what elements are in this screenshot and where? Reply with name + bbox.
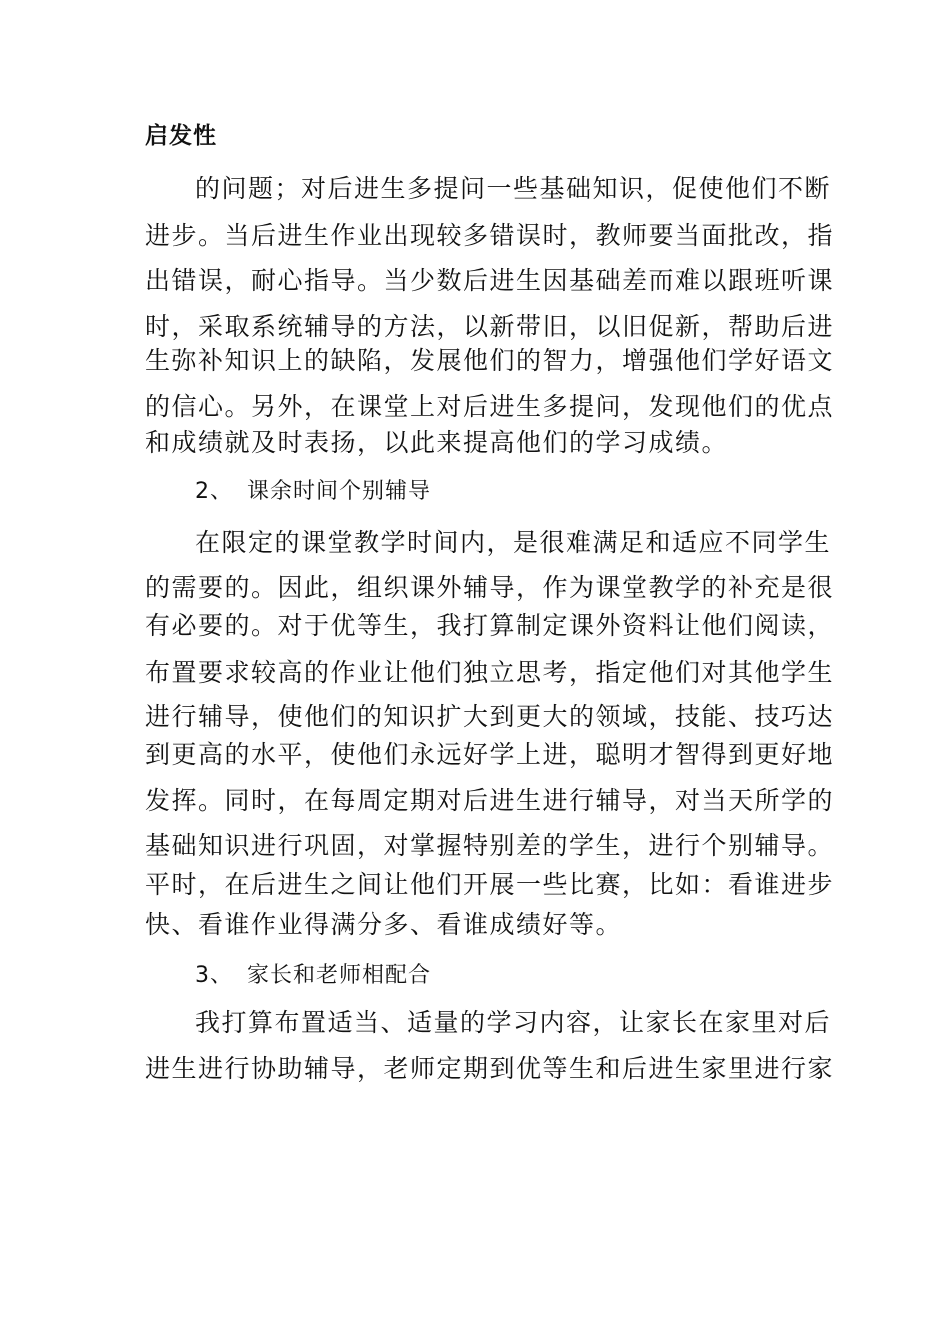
paragraph-1-line: 时，采取系统辅导的方法，以新带旧，以旧促新，帮助后进	[145, 312, 835, 341]
paragraph-2-line: 平时，在后进生之间让他们开展一些比赛，比如：看谁进步	[145, 870, 835, 899]
paragraph-1-line: 进步。当后进生作业出现较多错误时，教师要当面批改，指	[145, 221, 835, 250]
paragraph-3-line: 进生进行协助辅导，老师定期到优等生和后进生家里进行家	[145, 1054, 835, 1083]
paragraph-2-line: 发挥。同时，在每周定期对后进生进行辅导，对当天所学的	[145, 786, 835, 815]
paragraph-1-line: 和成绩就及时表扬，以此来提高他们的学习成绩。	[145, 428, 729, 457]
section-3-title: 家长和老师相配合	[247, 963, 432, 988]
paragraph-2-line: 的需要的。因此，组织课外辅导，作为课堂教学的补充是很	[145, 573, 835, 602]
section-3-number: 3、	[195, 963, 233, 988]
paragraph-3-line: 我打算布置适当、适量的学习内容，让家长在家里对后	[195, 1008, 832, 1037]
paragraph-1-line: 的信心。另外，在课堂上对后进生多提问，发现他们的优点	[145, 392, 835, 421]
section-3-heading	[195, 960, 431, 992]
page-heading: 启发性	[145, 123, 217, 149]
paragraph-2-line: 在限定的课堂教学时间内，是很难满足和适应不同学生	[195, 528, 832, 557]
section-2-title: 课余时间个别辅导	[247, 479, 432, 504]
paragraph-1-line: 生弥补知识上的缺陷，发展他们的智力，增强他们学好语文	[145, 346, 835, 375]
paragraph-1-line: 的问题；对后进生多提问一些基础知识，促使他们不断	[195, 174, 832, 203]
paragraph-2-line: 进行辅导，使他们的知识扩大到更大的领域，技能、技巧达	[145, 702, 835, 731]
paragraph-1-line: 出错误，耐心指导。当少数后进生因基础差而难以跟班听课	[145, 266, 835, 295]
section-2-heading	[195, 476, 431, 508]
paragraph-2-line: 到更高的水平，使他们永远好学上进，聪明才智得到更好地	[145, 740, 835, 769]
paragraph-2-line: 有必要的。对于优等生，我打算制定课外资料让他们阅读，	[145, 611, 835, 640]
paragraph-2-line: 基础知识进行巩固，对掌握特别差的学生，进行个别辅导。	[145, 831, 835, 860]
paragraph-2-line: 快、看谁作业得满分多、看谁成绩好等。	[145, 910, 623, 939]
paragraph-2-line: 布置要求较高的作业让他们独立思考，指定他们对其他学生	[145, 658, 835, 687]
section-2-number: 2、	[195, 479, 233, 504]
